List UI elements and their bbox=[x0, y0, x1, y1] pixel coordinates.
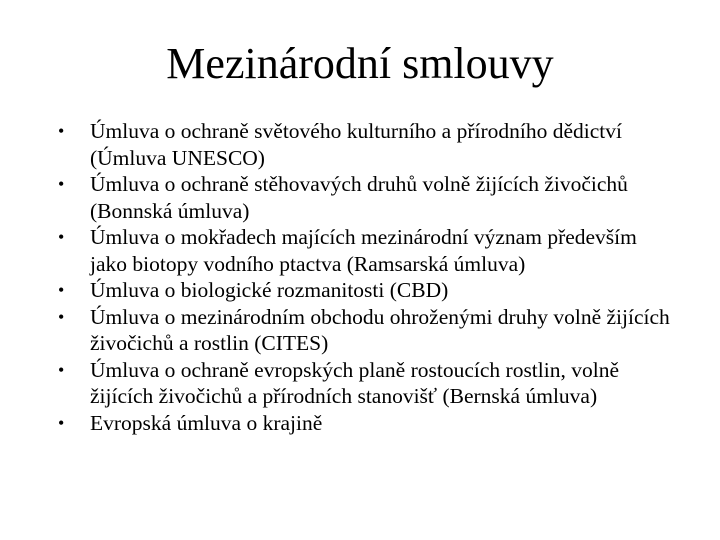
bullet-icon: • bbox=[58, 174, 65, 194]
list-item bbox=[58, 304, 678, 357]
list-item bbox=[58, 277, 678, 304]
list-item-text: Úmluva o mezinárodním obchodu ohroženými druhy volně žijících živočichů a rostlin (CITES) bbox=[90, 304, 670, 355]
list-item-text: Úmluva o mokřadech majících mezinárodní význam především jako biotopy vodního ptactva (Ramsarská úmluva) bbox=[90, 225, 637, 276]
list-item bbox=[58, 171, 678, 224]
list-item-text: Úmluva o biologické rozmanitosti (CBD) bbox=[90, 278, 449, 302]
bullet-icon: • bbox=[58, 306, 65, 327]
list-item bbox=[58, 224, 678, 277]
bullet-icon: • bbox=[58, 227, 65, 247]
list-item-text: Úmluva o ochraně stěhovavých druhů volně žijících živočichů (Bonnská úmluva) bbox=[90, 172, 628, 223]
list-item bbox=[58, 410, 678, 437]
list-item-text: Úmluva o ochraně evropských planě rostoucích rostlin, volně žijících živočichů a přírodních stanovišť (Bernská úmluva) bbox=[90, 357, 619, 408]
list-item bbox=[58, 118, 678, 171]
bullet-list bbox=[58, 118, 678, 436]
slide-title: Mezinárodní smlouvy bbox=[166, 39, 554, 88]
bullet-icon: • bbox=[58, 359, 65, 380]
bullet-icon: • bbox=[58, 121, 65, 141]
list-item-text: Evropská úmluva o krajině bbox=[90, 410, 323, 435]
bullet-icon: • bbox=[58, 412, 65, 433]
bullet-icon: • bbox=[58, 280, 65, 300]
list-item-text: Úmluva o ochraně světového kulturního a přírodního dědictví (Úmluva UNESCO) bbox=[90, 119, 622, 170]
list-item bbox=[58, 357, 678, 410]
